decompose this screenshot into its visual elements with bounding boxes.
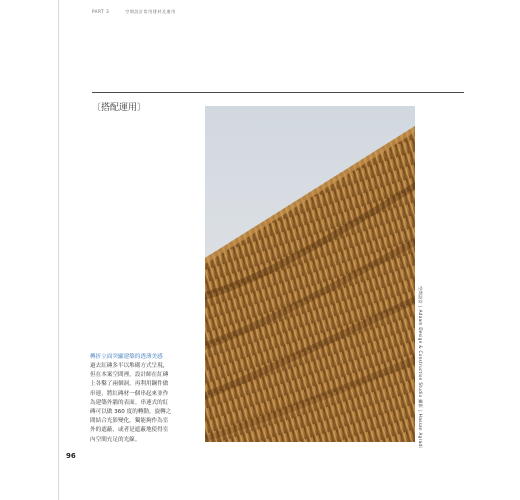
header-part: PART 3 — [92, 9, 110, 14]
caption-line: 上各鑿了兩個洞，再利用鋼件做 — [90, 381, 169, 388]
caption-line: 內空間充足的光線。 — [90, 436, 141, 443]
section-divider — [92, 92, 464, 93]
caption-line: 但在本案空間裡，設計師在紅磚 — [90, 372, 169, 379]
caption-line: 間結合光影變化，獨能夠作為室 — [90, 418, 169, 425]
photo-credit: 空間設計 ∣ Adaam Design & Construction Studio 攝影 ∣ Hassan Agradi — [418, 286, 423, 448]
page-number: 96 — [66, 452, 76, 460]
section-label: 〔搭配運用〕 — [92, 103, 147, 113]
caption-title: 轉折立面突顯建築的透薄美感 — [90, 354, 163, 360]
running-header — [92, 9, 176, 15]
photo-caption — [90, 352, 204, 445]
caption-line: 磚可以做 360 度的轉動，旋轉之 — [90, 409, 172, 416]
gutter-line — [58, 0, 59, 500]
caption-line: 為建築外牆的表面。串連式的紅 — [90, 399, 169, 406]
caption-line: 過去紅磚多半以堆砌方式呈現， — [90, 363, 169, 369]
brick-facade-photo — [205, 106, 415, 442]
caption-line: 外的遮蔽，或者是遮蔽地使得室 — [90, 427, 169, 434]
caption-line: 串連，將紅磚材一個串起來並作 — [90, 390, 169, 397]
header-title: 空間設計常用建材及運用 — [125, 9, 176, 14]
